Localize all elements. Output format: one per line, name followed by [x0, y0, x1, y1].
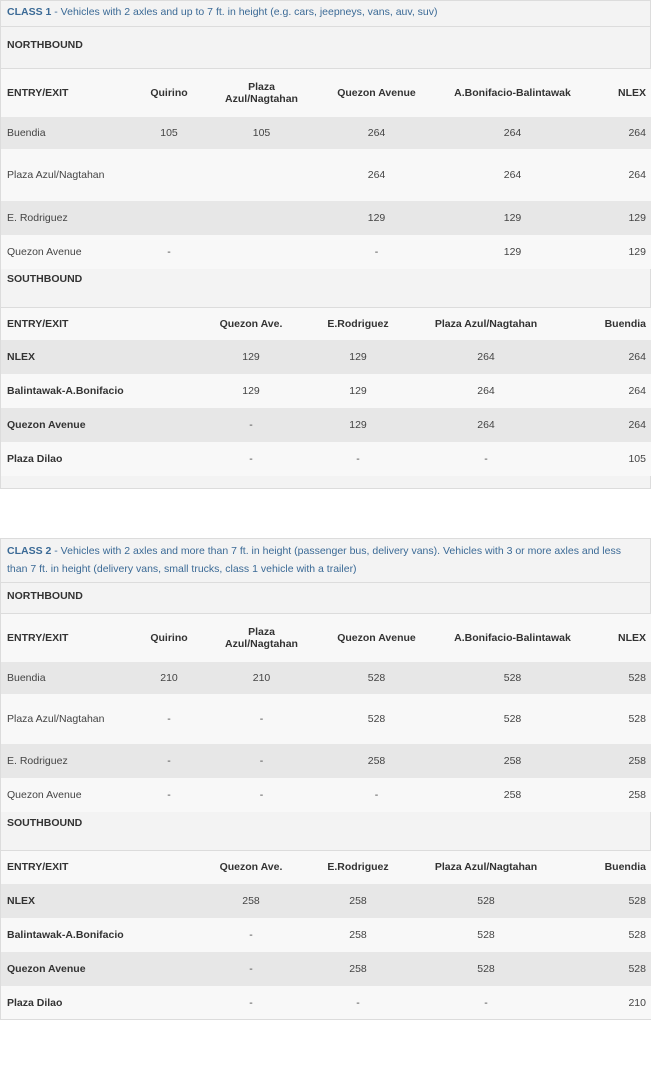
class1-southbound-heading: SOUTHBOUND	[7, 272, 83, 285]
column-header: ENTRY/EXIT	[7, 631, 69, 644]
column-header: ENTRY/EXIT	[7, 86, 69, 99]
table-cell: 528	[628, 929, 646, 941]
table-cell: 129	[349, 419, 367, 431]
table-row	[1, 117, 651, 149]
table-row	[1, 408, 651, 442]
table-row	[1, 149, 651, 201]
column-header: E.Rodriguez	[327, 317, 389, 330]
table-cell: 129	[503, 245, 522, 258]
section-spacer	[1, 476, 650, 488]
row-label: Balintawak-A.Bonifacio	[7, 929, 124, 941]
table-header-row	[1, 614, 651, 662]
table-cell: -	[167, 712, 171, 725]
table-row	[1, 952, 651, 986]
table-cell: 258	[367, 754, 386, 767]
table-cell: 264	[477, 385, 495, 397]
table-row	[1, 442, 651, 476]
class2-southbound-table	[1, 850, 651, 1020]
table-cell: 129	[242, 385, 260, 397]
table-cell: 264	[628, 126, 646, 139]
column-header: Plaza Azul/Nagtahan	[225, 80, 298, 105]
row-label: NLEX	[7, 351, 36, 363]
table-cell: 264	[503, 126, 522, 139]
class1-southbound-table	[1, 307, 651, 477]
table-cell: 105	[252, 126, 271, 139]
table-cell	[205, 201, 318, 235]
column-header: Plaza Azul/Nagtahan	[434, 861, 538, 874]
class2-title-description: - Vehicles with 2 axles and more than 7 ft. in height (passenger bus, delivery vans). Vehicles with 3 or more axles and less than 7 ft. in height (delivery vans, small trucks, class 1 vehicle with a trailer)	[7, 545, 621, 575]
table-cell: 210	[252, 671, 271, 684]
table-cell: 258	[242, 895, 260, 907]
table-cell: 264	[503, 168, 522, 181]
table-cell: 264	[628, 351, 646, 363]
table-cell: -	[249, 419, 253, 431]
table-cell: 258	[628, 754, 646, 767]
table-cell	[205, 149, 318, 201]
table-row	[1, 374, 651, 408]
table-row	[1, 340, 651, 374]
table-cell: -	[374, 788, 379, 801]
column-header: NLEX	[617, 86, 646, 99]
table-row	[1, 235, 651, 269]
column-header: Quezon Avenue	[337, 86, 416, 99]
table-cell: 129	[367, 211, 386, 224]
table-cell: 528	[477, 895, 495, 907]
row-label: NLEX	[7, 895, 36, 907]
table-cell: 210	[160, 671, 178, 684]
table-cell: 528	[367, 671, 386, 684]
table-cell: 528	[628, 671, 646, 684]
column-header: Quezon Ave.	[219, 317, 283, 330]
table-cell: 129	[242, 351, 260, 363]
table-cell: 210	[628, 996, 646, 1009]
class2-northbound-heading: NORTHBOUND	[7, 590, 83, 602]
table-cell	[133, 201, 205, 235]
table-cell: -	[259, 754, 264, 767]
row-label: Balintawak-A.Bonifacio	[7, 385, 124, 397]
class2-section	[0, 538, 651, 1020]
row-label: Plaza Azul/Nagtahan	[7, 712, 105, 725]
table-cell: 264	[477, 351, 495, 363]
class2-title	[1, 539, 650, 583]
table-cell: -	[249, 963, 253, 975]
table-cell: 105	[160, 126, 178, 139]
row-label: Quezon Avenue	[7, 788, 82, 801]
column-header: Plaza Azul/Nagtahan	[434, 317, 538, 330]
table-cell: 528	[477, 929, 495, 941]
table-cell: 258	[349, 963, 367, 975]
table-cell: -	[374, 245, 379, 258]
table-cell: 264	[628, 385, 646, 397]
row-label: Plaza Dilao	[7, 996, 63, 1009]
row-label: Quezon Avenue	[7, 963, 86, 975]
column-header: A.Bonifacio-Balintawak	[454, 631, 571, 644]
table-cell: 258	[349, 895, 367, 907]
table-cell: -	[249, 996, 253, 1009]
table-row	[1, 986, 651, 1019]
table-cell: 129	[349, 385, 367, 397]
column-header: E.Rodriguez	[327, 861, 389, 874]
table-cell	[205, 235, 318, 269]
table-row	[1, 884, 651, 918]
class2-title-strong: CLASS 2	[7, 545, 52, 557]
class1-title-strong: CLASS 1	[7, 6, 52, 18]
table-cell: 528	[628, 963, 646, 975]
table-cell: 258	[503, 788, 522, 801]
table-header-row	[1, 850, 651, 884]
column-header: Plaza Azul/Nagtahan	[225, 625, 298, 650]
table-cell: 129	[628, 211, 646, 224]
table-cell: 105	[628, 453, 646, 465]
row-label: Buendia	[7, 126, 46, 139]
column-header: Buendia	[604, 861, 646, 874]
table-row	[1, 778, 651, 812]
table-cell: -	[167, 788, 171, 801]
row-label: Quezon Avenue	[7, 245, 82, 258]
table-cell: 264	[477, 419, 495, 431]
column-header: ENTRY/EXIT	[7, 861, 69, 874]
class1-title	[1, 1, 650, 27]
table-cell: -	[484, 996, 488, 1009]
class1-title-description: - Vehicles with 2 axles and up to 7 ft. in height (e.g. cars, jeepneys, vans, auv, suv)	[51, 6, 438, 18]
row-label: Plaza Dilao	[7, 453, 63, 465]
table-cell: -	[259, 788, 264, 801]
table-cell: 129	[349, 351, 367, 363]
column-header: Buendia	[604, 317, 646, 330]
row-label: E. Rodriguez	[7, 754, 68, 767]
class1-northbound-table	[1, 68, 651, 269]
table-cell: -	[167, 754, 171, 767]
table-cell: 528	[367, 712, 386, 725]
table-cell: 528	[628, 895, 646, 907]
column-header: Quirino	[150, 86, 188, 99]
row-label: E. Rodriguez	[7, 211, 68, 224]
table-cell: -	[356, 453, 360, 465]
table-cell: -	[249, 929, 253, 941]
table-cell	[133, 149, 205, 201]
column-header: Quezon Avenue	[337, 631, 416, 644]
column-header: A.Bonifacio-Balintawak	[454, 86, 571, 99]
table-cell: 528	[503, 671, 522, 684]
table-cell: -	[484, 453, 488, 465]
class1-section	[0, 0, 651, 489]
table-row	[1, 662, 651, 694]
table-cell: 258	[503, 754, 522, 767]
class1-northbound-heading: NORTHBOUND	[7, 39, 83, 51]
table-row	[1, 744, 651, 778]
class2-northbound-table	[1, 613, 651, 812]
row-label: Plaza Azul/Nagtahan	[7, 168, 105, 181]
table-cell: -	[249, 453, 253, 465]
column-header: ENTRY/EXIT	[7, 317, 69, 330]
table-cell: 528	[503, 712, 522, 725]
table-cell: 258	[349, 929, 367, 941]
table-cell: -	[356, 996, 360, 1009]
row-label: Quezon Avenue	[7, 419, 86, 431]
table-header-row	[1, 307, 651, 340]
table-row	[1, 694, 651, 744]
table-cell: -	[259, 712, 264, 725]
table-cell: 264	[367, 168, 386, 181]
table-cell: 264	[367, 126, 386, 139]
class2-southbound-heading: SOUTHBOUND	[7, 816, 83, 829]
row-label: Buendia	[7, 671, 46, 684]
column-header: Quezon Ave.	[219, 861, 283, 874]
table-cell: 264	[628, 419, 646, 431]
table-header-row	[1, 69, 651, 117]
table-cell: 528	[477, 963, 495, 975]
table-cell: 528	[628, 712, 646, 725]
table-cell: -	[167, 245, 171, 258]
section-gap	[0, 489, 651, 538]
table-row	[1, 201, 651, 235]
column-header: NLEX	[617, 631, 646, 644]
table-cell: 258	[628, 788, 646, 801]
table-cell: 129	[503, 211, 522, 224]
table-row	[1, 918, 651, 952]
table-cell: 129	[628, 245, 646, 258]
column-header: Quirino	[150, 631, 188, 644]
table-cell: 264	[628, 168, 646, 181]
